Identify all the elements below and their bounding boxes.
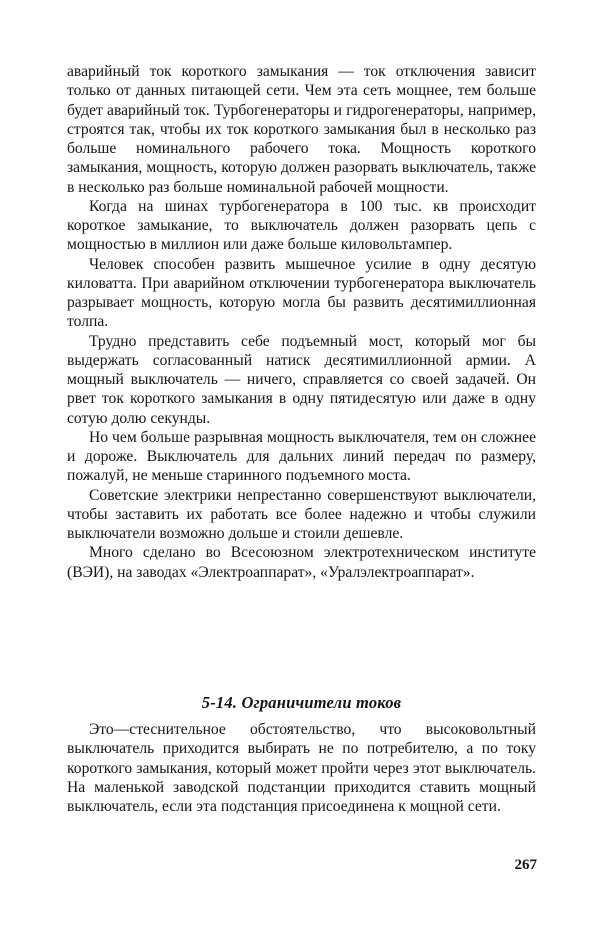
page-number: 267 bbox=[514, 857, 537, 873]
paragraph-muscle-power: Человек способен развить мышечное усилие в одну десятую киловатта. При аварийном отключении турбогенератора выключатель разрывает мощность, которую могла бы развить десятимиллионная толпа. bbox=[67, 255, 536, 331]
section-heading: 5-14. Ограничители токов bbox=[201, 693, 402, 712]
section-text bbox=[67, 720, 536, 816]
paragraph-breaking-capacity: Но чем больше разрывная мощность выключателя, тем он сложнее и дороже. Выключатель для дальних линий передач по размеру, пожалуй, не меньше старинного подъемного моста. bbox=[67, 428, 536, 485]
body-text bbox=[67, 62, 536, 582]
section-paragraph: Это—стеснительное обстоятельство, что высоковольтный выключатель приходится выбирать не по потребителю, а по току короткого замыкания, который может пройти через этот выключатель. На маленькой заводской подстанции приходится ставить мощный выключатель, если эта подстанция присоединена к мощной сети. bbox=[67, 721, 536, 815]
paragraph-vei-institute: Много сделано во Всесоюзном электротехническом институте (ВЭИ), на заводах «Электроаппарат», «Уралэлектроаппарат». bbox=[67, 544, 536, 581]
paragraph-drawbridge: Трудно представить себе подъемный мост, который мог бы выдержать согласованный натиск десятимиллионной армии. А мощный выключатель — ничего, справляется со своей задачей. Он рвет ток короткого замыкания в одну пятидесятую или даже в одну сотую долю секунды. bbox=[67, 332, 536, 427]
paragraph-turbogenerator-short-circuit: Когда на шинах турбогенератора в 100 тыс. кв происходит короткое замыкание, то выключатель должен разорвать цепь с мощностью в миллион или даже больше киловольтампер. bbox=[67, 197, 536, 254]
paragraph-continuation: аварийный ток короткого замыкания — ток отключения зависит только от данных питающей сети. Чем эта сеть мощнее, тем больше будет аварийный ток. Турбогенераторы и гидрогенераторы, например, строятся так, чтобы их ток короткого замыкания был в несколько раз больше номинального рабочего тока. Мощность короткого замыкания, мощность, которую должен разорвать выключатель, также в несколько раз больше номинальной рабочей мощности. bbox=[67, 63, 536, 196]
paragraph-soviet-electricians: Советские электрики непрестанно совершенствуют выключатели, чтобы заставить их работать все более надежно и чтобы служили выключатели возможно дольше и стоили дешевле. bbox=[67, 486, 536, 542]
